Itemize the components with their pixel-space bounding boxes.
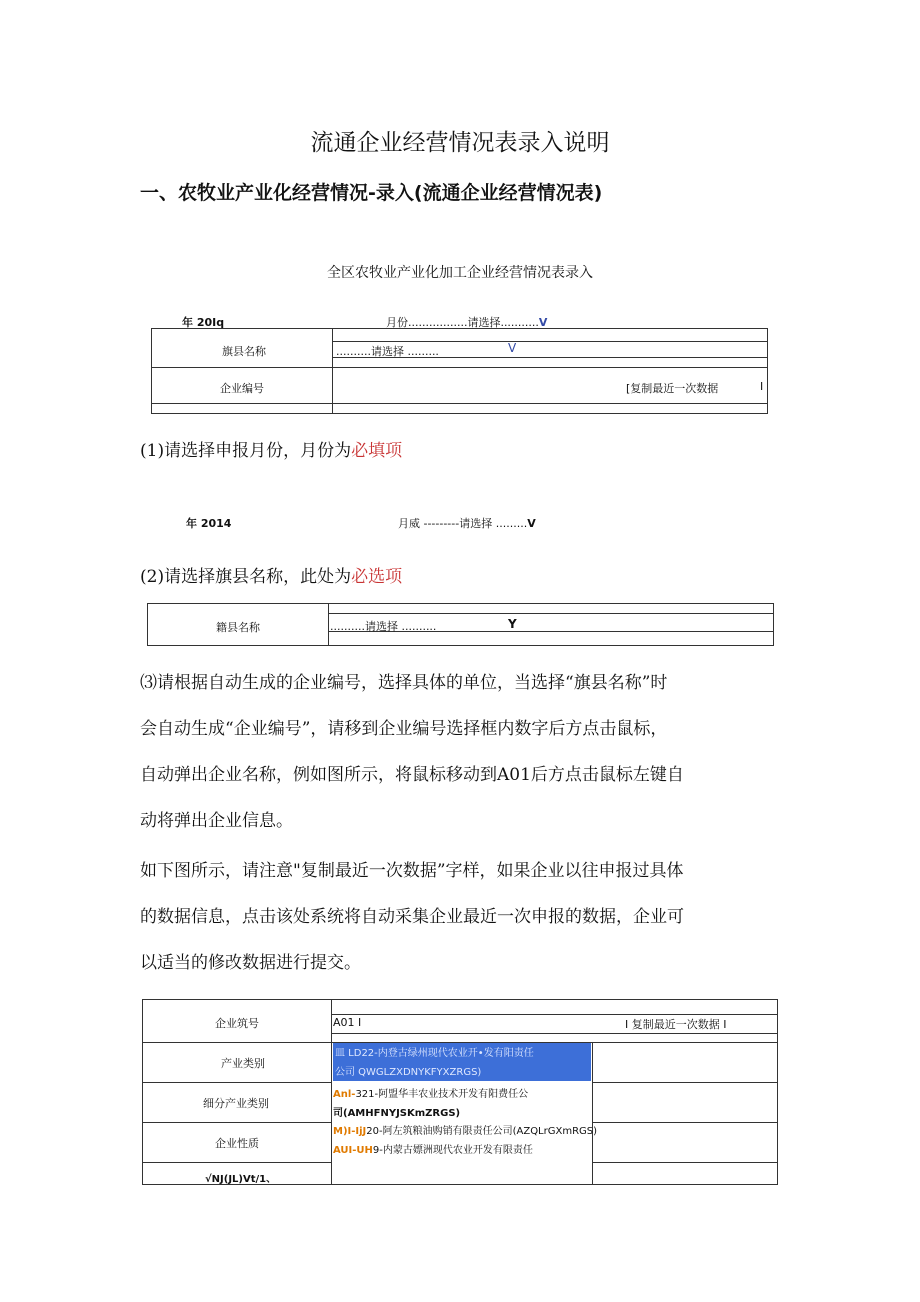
field-end-marker: I <box>760 380 764 393</box>
step3-line: ⑶请根据自动生成的企业编号，选择具体的单位，当选择“旗县名称”时 <box>140 673 668 693</box>
note-line: 以适当的修改数据进行提交。 <box>140 953 361 973</box>
county-select-text: ..........请选择 ......... <box>336 345 439 358</box>
figure2-month-text: 月威 ---------请选择 ......... <box>398 517 528 530</box>
option-code: M)I-IjJ <box>333 1126 367 1137</box>
option-name: 321-阿盟华丰农业技术开发有阳费任公 <box>355 1089 529 1100</box>
document-title: 流通企业经营情况表录入说明 <box>310 130 610 156</box>
county-select[interactable]: ..........请选择 .......... <box>330 620 437 633</box>
option-code: Anl- <box>333 1089 356 1100</box>
row-label-company-code: 企业编号 <box>220 382 264 395</box>
figure4-table <box>142 999 778 1185</box>
copy-latest-data-button[interactable]: [复制最近一次数据 <box>626 382 719 395</box>
row-label-extra: √NJ(JL)Vt/1、 <box>205 1174 277 1185</box>
copy-latest-data-button[interactable]: I 复制最近一次数据 I <box>625 1018 727 1031</box>
option-name: 20-阿左筑粮油购销有限责任公司(AZQLrGXmRGS) <box>366 1126 598 1137</box>
figure1-year: 年 20Iq <box>182 316 225 329</box>
option-name-cont: 公司 QWGLZXDNYKFYXZRGS) <box>335 1067 482 1078</box>
option-code: AUI-UH <box>333 1145 373 1156</box>
dropdown-option[interactable] <box>333 1141 591 1160</box>
note-line: 的数据信息，点击该处系统将自动采集企业最近一次申报的数据，企业可 <box>140 907 684 927</box>
figure3-table <box>147 603 774 646</box>
option-name-cont: 司(AMHFNYJSKmZRGS) <box>333 1108 461 1119</box>
chevron-down-icon: V <box>508 341 517 355</box>
option-name: 9-内蒙古嫖洲现代农业开发有限责任 <box>372 1145 533 1156</box>
company-code-input[interactable] <box>333 1016 361 1029</box>
note-paragraph <box>140 848 780 986</box>
dropdown-option-selected[interactable] <box>333 1043 591 1081</box>
chevron-down-icon: Y <box>508 617 517 631</box>
option-name: 内登古绿州现代农业开•发有阳责任 <box>377 1048 534 1059</box>
county-select[interactable] <box>336 343 576 359</box>
row-label-industry: 产业类别 <box>221 1057 265 1070</box>
row-label-county: 籍县名称 <box>216 621 260 634</box>
row-label-sub-industry: 细分产业类别 <box>203 1097 269 1110</box>
step1-body: (1)请选择申报月份，月份为 <box>140 441 352 461</box>
note-line: 如下图所示，请注意"复制最近一次数据”字样，如果企业以往申报过具体 <box>140 861 684 881</box>
chevron-down-icon: V <box>538 316 548 329</box>
figure2-year: 年 2014 <box>186 517 232 530</box>
dropdown-option[interactable] <box>333 1122 598 1141</box>
row-label-company-nature: 企业性质 <box>215 1137 259 1150</box>
figure2-month-select[interactable] <box>398 515 536 531</box>
step2-text <box>140 562 402 587</box>
step3-paragraph <box>140 660 780 844</box>
row-label-company-code: 企业筑号 <box>215 1017 259 1030</box>
figure1-table <box>151 328 768 414</box>
company-code-value: A01 <box>333 1016 355 1029</box>
option-code: 皿 LD22- <box>335 1048 378 1059</box>
chevron-down-icon: V <box>527 517 536 530</box>
text-cursor: I <box>358 1016 362 1029</box>
figure1-title: 全区农牧业产业化加工企业经营情况表录入 <box>327 265 593 281</box>
row-label-county: 旗县名称 <box>222 345 266 358</box>
option-line <box>335 1044 589 1063</box>
step3-line: 动将弹出企业信息。 <box>140 811 293 831</box>
step2-body: (2)请选择旗县名称，此处为 <box>140 567 352 587</box>
required-tag: 必填项 <box>351 441 403 461</box>
step3-line: 会自动生成“企业编号”，请移到企业编号选择框内数字后方点击鼠标， <box>140 719 668 739</box>
step1-text <box>140 436 402 461</box>
figure1-month-text: 月份.................请选择........... <box>386 316 539 329</box>
dropdown-option[interactable] <box>333 1085 591 1123</box>
required-tag: 必选项 <box>351 567 403 587</box>
section-heading: 一、农牧业产业化经营情况-录入(流通企业经营情况表) <box>140 182 603 204</box>
step3-line: 自动弹出企业名称，例如图所示，将鼠标移动到A01后方点击鼠标左键自 <box>140 765 684 785</box>
